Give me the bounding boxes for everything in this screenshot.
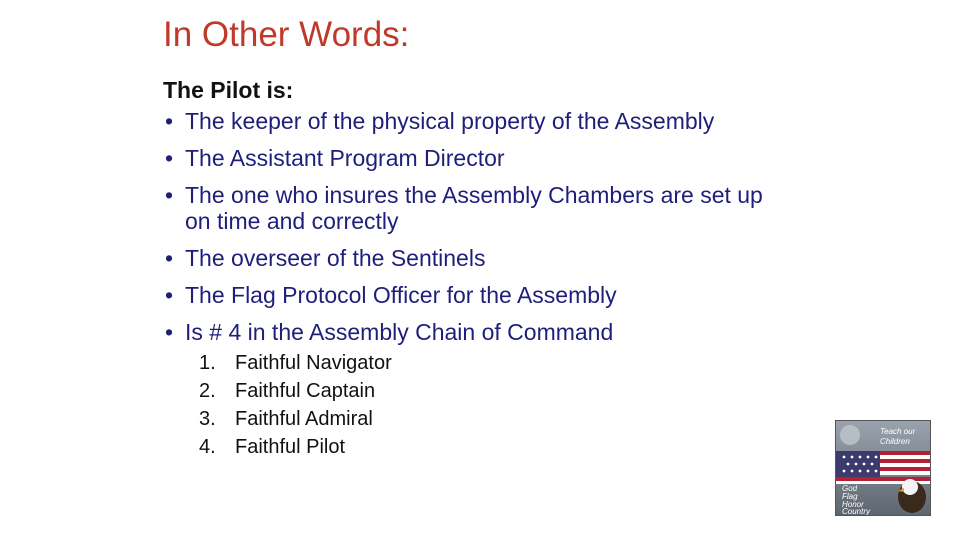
svg-text:Children: Children bbox=[880, 437, 910, 446]
chain-item: 4. Faithful Pilot bbox=[199, 436, 346, 458]
chain-item: 1. Faithful Navigator bbox=[199, 352, 392, 374]
svg-text:Honor: Honor bbox=[842, 500, 864, 509]
bullet-icon: • bbox=[165, 145, 174, 171]
bullet-list bbox=[163, 108, 803, 345]
bullet-item: • The overseer of the Sentinels bbox=[165, 245, 486, 271]
bullet-icon: • bbox=[165, 319, 174, 345]
chain-item: 3. Faithful Admiral bbox=[199, 408, 373, 430]
svg-text:Flag: Flag bbox=[842, 492, 858, 501]
bullet-icon: • bbox=[165, 282, 174, 308]
svg-text:Teach our: Teach our bbox=[880, 427, 916, 436]
bullet-icon: • bbox=[165, 182, 174, 208]
bullet-icon: • bbox=[165, 108, 174, 134]
flag-eagle-emblem-icon bbox=[835, 420, 931, 516]
bullet-item: • The keeper of the physical property of the Assembly bbox=[165, 108, 715, 134]
bullet-item: • The Assistant Program Director bbox=[165, 145, 505, 171]
bullet-item: • Is # 4 in the Assembly Chain of Command bbox=[165, 319, 614, 345]
slide-title: In Other Words: bbox=[163, 15, 410, 54]
svg-text:God: God bbox=[842, 484, 858, 493]
bullet-item: • The Flag Protocol Officer for the Assembly bbox=[165, 282, 617, 308]
lead-heading: The Pilot is: bbox=[163, 77, 294, 103]
chain-of-command-list bbox=[163, 349, 803, 461]
bullet-icon: • bbox=[165, 245, 174, 271]
slide-body bbox=[163, 72, 803, 461]
chain-item: 2. Faithful Captain bbox=[199, 380, 376, 402]
bullet-item: • The one who insures the Assembly Chambers are set up on time and correctly bbox=[165, 182, 763, 234]
svg-text:Country: Country bbox=[842, 507, 871, 515]
